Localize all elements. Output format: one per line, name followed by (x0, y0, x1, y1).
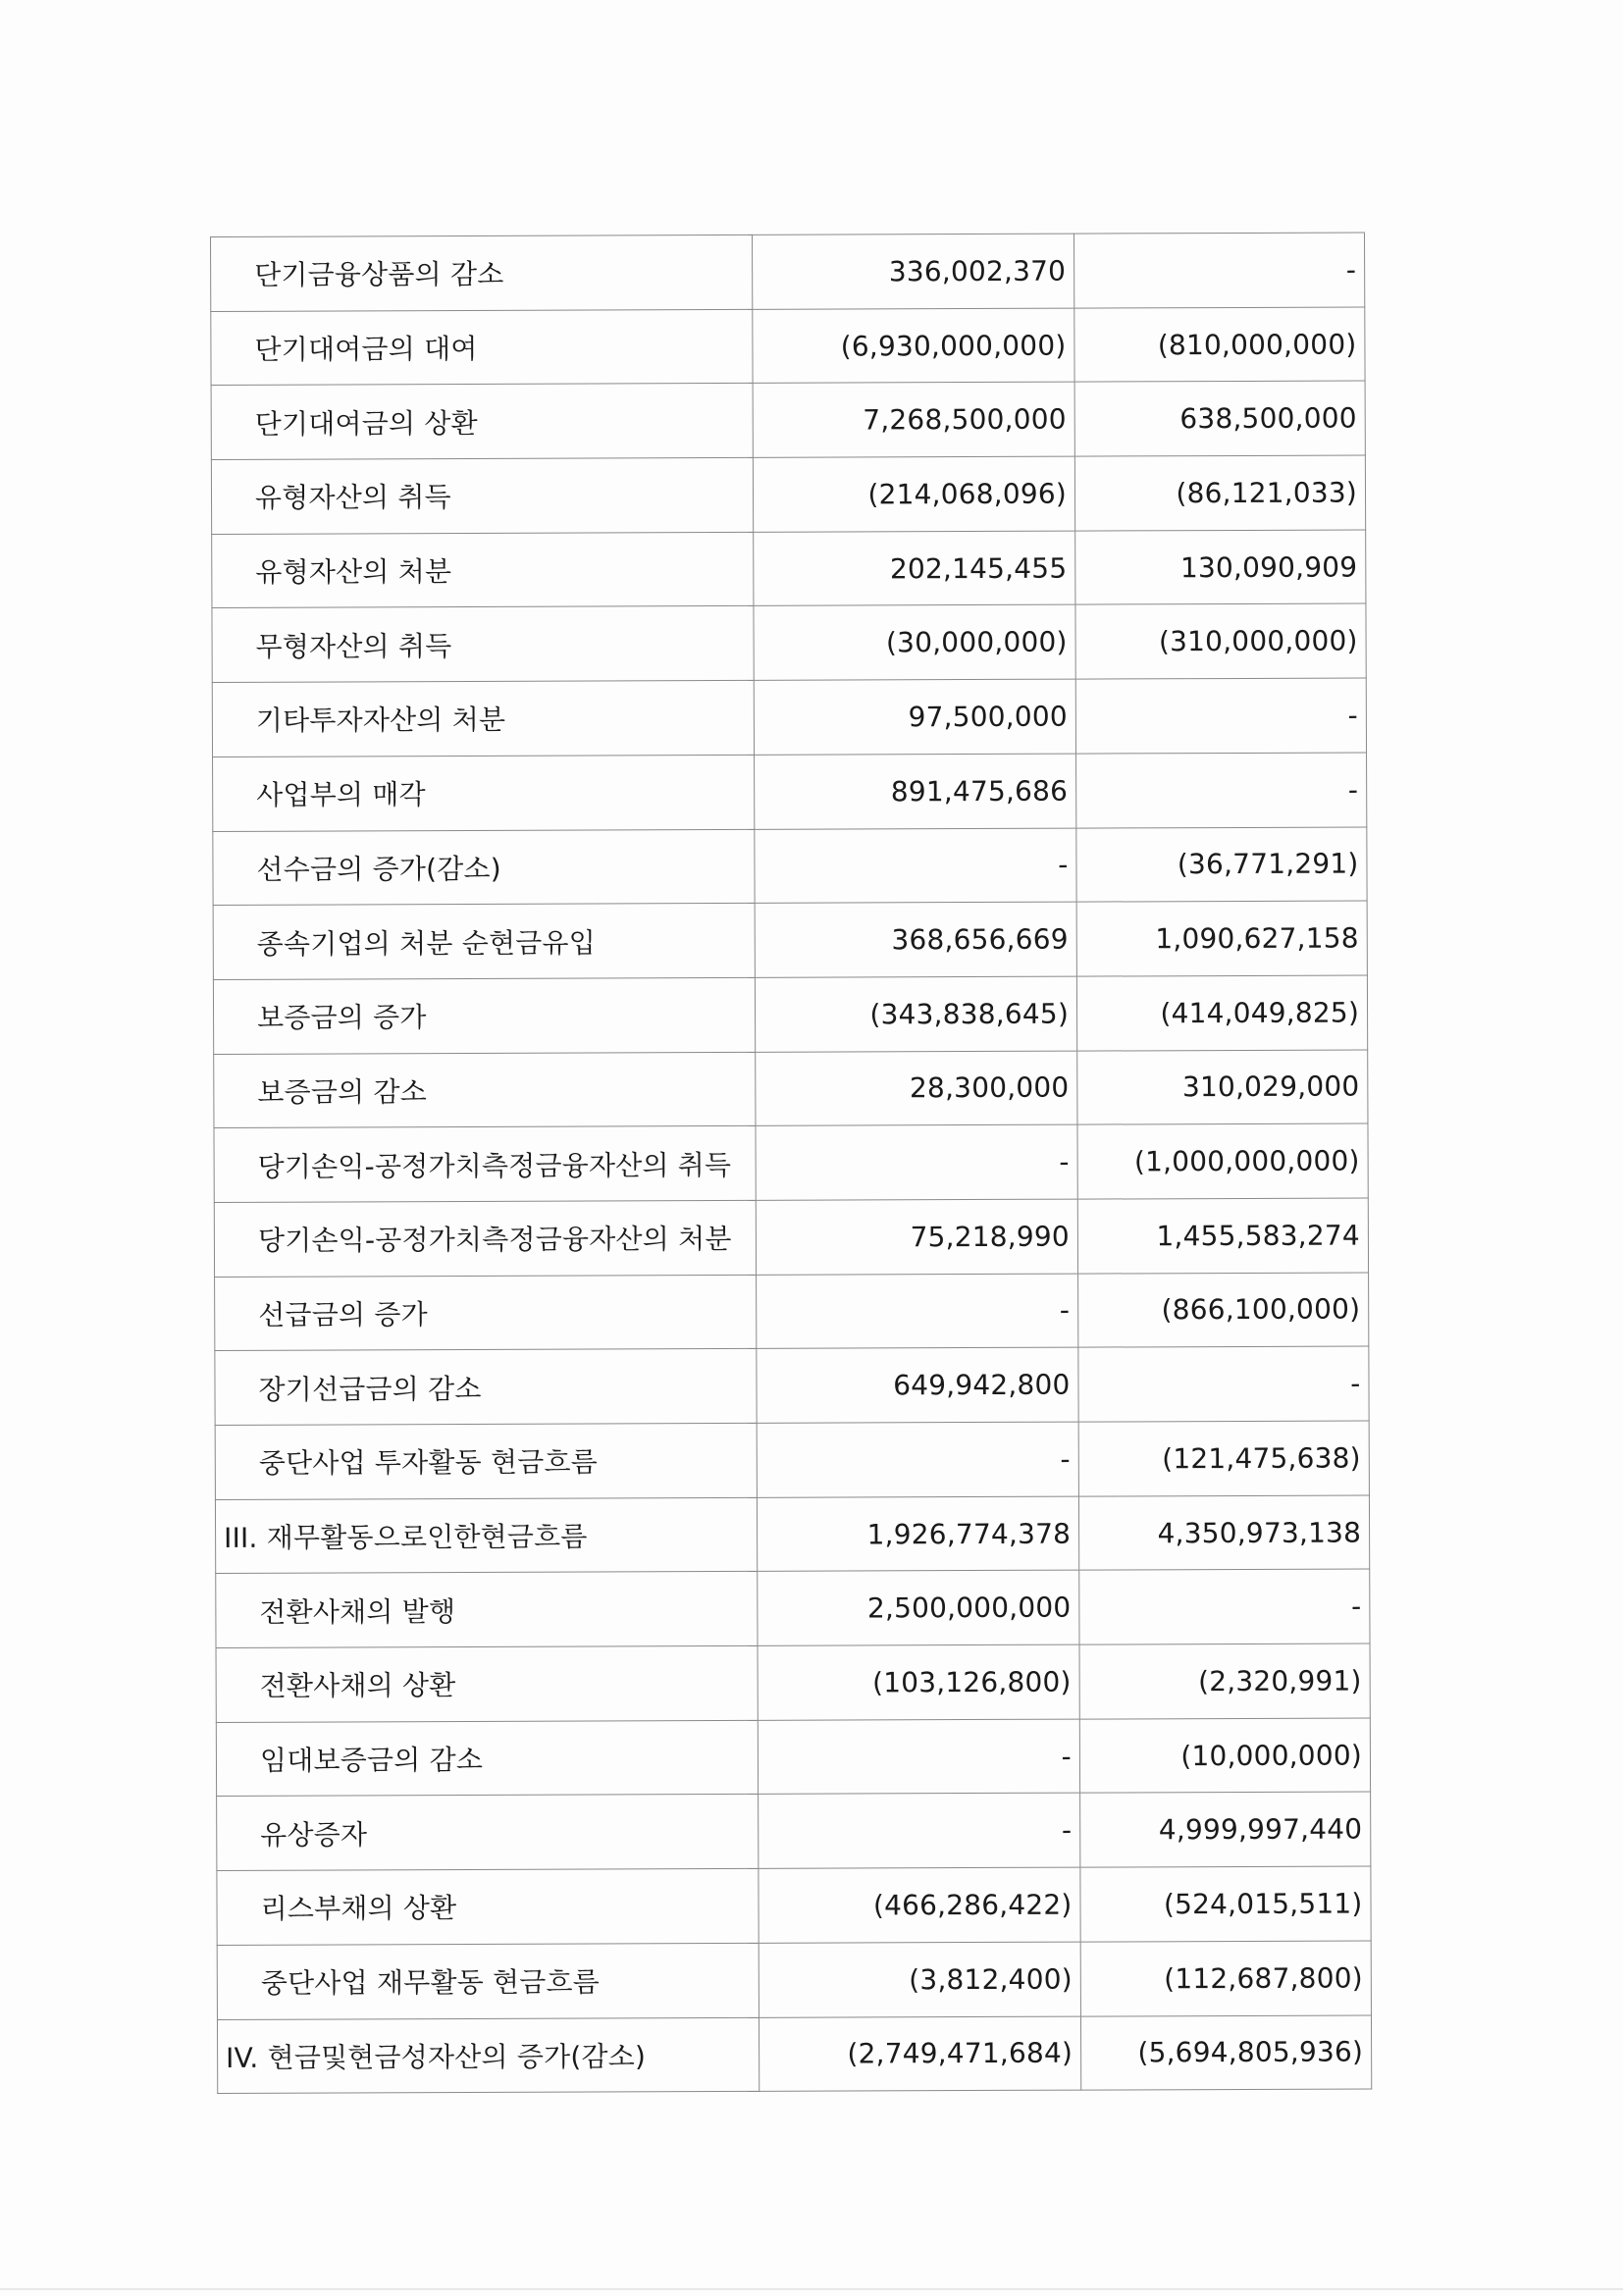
prior-period-amount: 130,090,909 (1075, 530, 1366, 605)
current-period-amount: (103,126,800) (758, 1644, 1079, 1720)
row-label: 유형자산의 처분 (212, 532, 754, 608)
prior-period-amount: 638,500,000 (1074, 381, 1365, 456)
table-row (214, 1198, 1368, 1277)
current-period-amount: (343,838,645) (755, 976, 1076, 1052)
current-period-amount: 336,002,370 (752, 234, 1073, 309)
current-period-amount: 28,300,000 (756, 1051, 1077, 1126)
current-period-amount: 2,500,000,000 (758, 1570, 1079, 1645)
row-label: 임대보증금의 감소 (216, 1720, 758, 1797)
current-period-amount: (2,749,471,684) (759, 2016, 1080, 2092)
prior-period-amount: - (1076, 753, 1367, 828)
row-label: III. 재무활동으로인한현금흐름 (215, 1497, 757, 1574)
row-label: 선급금의 증가 (215, 1275, 757, 1351)
prior-period-amount: (36,771,291) (1076, 826, 1367, 902)
current-period-amount: (30,000,000) (754, 605, 1075, 681)
prior-period-amount: (121,475,638) (1078, 1421, 1369, 1496)
row-label: 무형자산의 취득 (212, 606, 754, 683)
table-row (215, 1273, 1369, 1351)
row-label: 유상증자 (217, 1795, 759, 1871)
current-period-amount: - (759, 1794, 1080, 1869)
table-row (216, 1569, 1370, 1647)
table-row (211, 381, 1365, 459)
table-row (212, 678, 1366, 757)
cash-flow-table-body (211, 233, 1372, 2094)
row-label: 사업부의 매각 (213, 755, 755, 831)
row-label: 단기대여금의 상환 (211, 384, 753, 460)
row-label: 보증금의 증가 (213, 977, 755, 1054)
current-period-amount: - (755, 828, 1076, 904)
row-label: 당기손익-공정가치측정금융자산의 처분 (214, 1200, 756, 1277)
prior-period-amount: (5,694,805,936) (1080, 2014, 1371, 2090)
prior-period-amount: - (1073, 233, 1364, 308)
row-label: 선수금의 증가(감소) (213, 829, 755, 906)
prior-period-amount: (414,049,825) (1076, 975, 1367, 1051)
prior-period-amount: 310,029,000 (1077, 1050, 1368, 1125)
current-period-amount: - (758, 1719, 1079, 1795)
current-period-amount: 368,656,669 (755, 902, 1076, 977)
cash-flow-table (210, 232, 1372, 2094)
row-label: 중단사업 투자활동 현금흐름 (215, 1423, 757, 1499)
scan-edge (0, 2288, 1623, 2290)
row-label: 보증금의 감소 (214, 1052, 756, 1128)
current-period-amount: - (757, 1274, 1078, 1349)
table-row (216, 1718, 1370, 1797)
row-label: 전환사채의 발행 (216, 1572, 758, 1648)
table-row (217, 1866, 1371, 1945)
current-period-amount: (6,930,000,000) (753, 308, 1074, 384)
prior-period-amount: (1,000,000,000) (1077, 1123, 1368, 1199)
prior-period-amount: 4,999,997,440 (1080, 1792, 1371, 1867)
current-period-amount: (3,812,400) (759, 1942, 1080, 2017)
row-label: 단기금융상품의 감소 (211, 235, 753, 311)
table-row (213, 901, 1367, 979)
table-row (217, 1941, 1371, 2019)
row-label: 유형자산의 취득 (211, 457, 753, 534)
table-row (216, 1644, 1370, 1722)
current-period-amount: 891,475,686 (755, 754, 1076, 829)
table-row (215, 1346, 1369, 1425)
prior-period-amount: (524,015,511) (1080, 1866, 1371, 1942)
prior-period-amount: - (1079, 1569, 1370, 1644)
prior-period-amount: 1,455,583,274 (1077, 1198, 1368, 1274)
table-row (213, 826, 1367, 905)
table-row (217, 1792, 1371, 1870)
row-label: IV. 현금및현금성자산의 증가(감소) (217, 2017, 759, 2094)
prior-period-amount: (112,687,800) (1080, 1941, 1371, 2016)
current-period-amount: 1,926,774,378 (757, 1496, 1078, 1572)
table-row (213, 975, 1367, 1054)
table-row (212, 530, 1366, 608)
prior-period-amount: (810,000,000) (1074, 307, 1365, 383)
current-period-amount: 97,500,000 (754, 679, 1075, 755)
prior-period-amount: (310,000,000) (1075, 603, 1366, 679)
table-row (211, 307, 1365, 386)
prior-period-amount: (10,000,000) (1079, 1718, 1370, 1794)
table-row (214, 1123, 1368, 1202)
prior-period-amount: - (1078, 1346, 1369, 1422)
table-row (212, 603, 1366, 682)
prior-period-amount: - (1075, 678, 1366, 754)
table-row (214, 1050, 1368, 1128)
row-label: 당기손익-공정가치측정금융자산의 취득 (214, 1126, 756, 1203)
table-row (213, 753, 1367, 831)
prior-period-amount: (86,121,033) (1074, 455, 1365, 531)
row-label: 리스부채의 상환 (217, 1868, 759, 1945)
prior-period-amount: 4,350,973,138 (1078, 1495, 1369, 1571)
row-label: 중단사업 재무활동 현금흐름 (217, 1943, 759, 2019)
table-row (211, 233, 1365, 311)
current-period-amount: 75,218,990 (756, 1199, 1077, 1275)
current-period-amount: - (756, 1124, 1077, 1200)
section-row (215, 1495, 1369, 1574)
table-row (211, 455, 1365, 534)
row-label: 단기대여금의 대여 (211, 309, 753, 386)
row-label: 장기선급금의 감소 (215, 1349, 757, 1426)
current-period-amount: 202,145,455 (754, 531, 1075, 606)
current-period-amount: 649,942,800 (757, 1347, 1078, 1423)
current-period-amount: (466,286,422) (759, 1867, 1080, 1943)
table-row (215, 1421, 1369, 1499)
row-label: 기타투자자산의 처분 (212, 681, 754, 757)
prior-period-amount: (2,320,991) (1079, 1644, 1370, 1719)
section-row (217, 2014, 1371, 2093)
prior-period-amount: (866,100,000) (1078, 1273, 1369, 1348)
current-period-amount: 7,268,500,000 (753, 382, 1074, 457)
current-period-amount: - (757, 1422, 1078, 1497)
current-period-amount: (214,068,096) (753, 456, 1074, 532)
row-label: 전환사채의 상환 (216, 1645, 758, 1722)
row-label: 종속기업의 처분 순현금유입 (213, 904, 755, 980)
prior-period-amount: 1,090,627,158 (1076, 901, 1367, 976)
